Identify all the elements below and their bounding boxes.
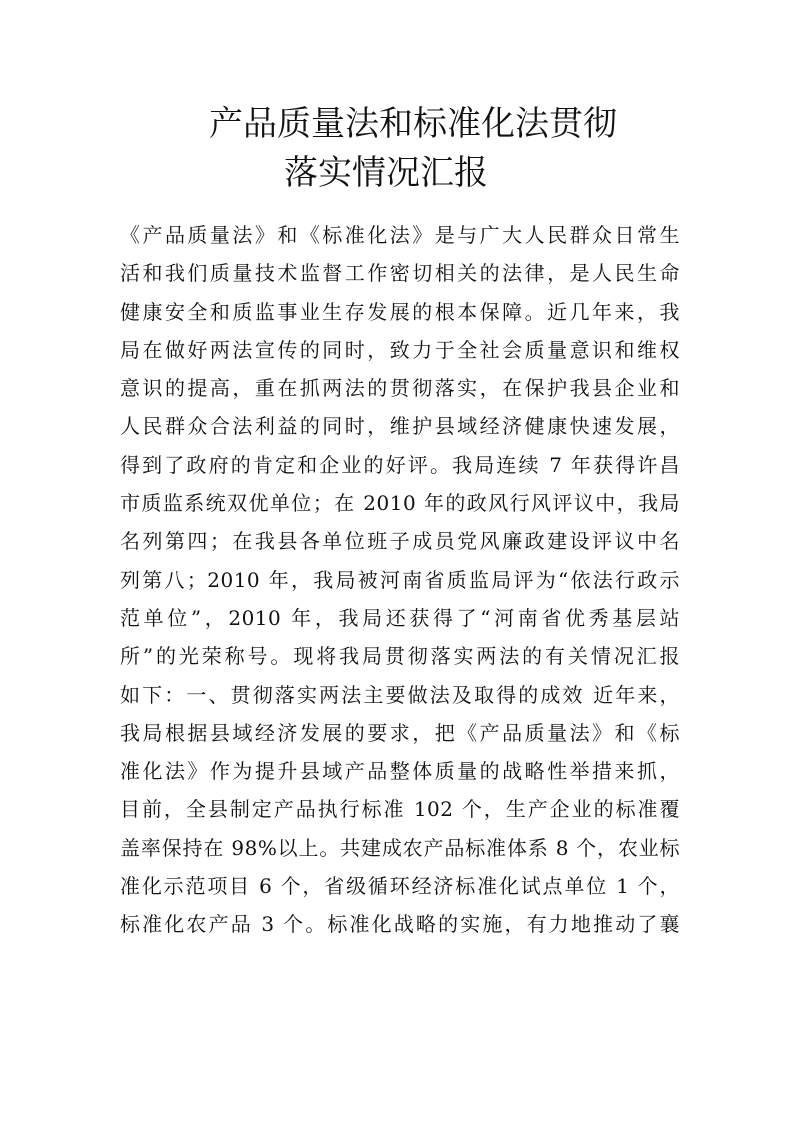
body-line: 人民群众合法利益的同时，维护县域经济健康快速发展， [120,414,680,439]
body-line: 列第八；2010 年，我局被河南省质监局评为“依法行政示 [120,567,680,592]
body-line: 标准化农产品 3 个。标准化战略的实施，有力地推动了襄 [120,912,680,937]
body-line: 市质监系统双优单位；在 2010 年的政风行风评议中，我局 [120,491,680,516]
body-line: 名列第四；在我县各单位班子成员党风廉政建设评议中名 [120,529,680,554]
document-title-line-1: 产品质量法和标准化法贯彻 [209,104,617,144]
body-line: 所”的光荣称号。现将我局贯彻落实两法的有关情况汇报 [120,644,680,669]
body-line: 活和我们质量技术监督工作密切相关的法律，是人民生命 [120,261,680,286]
document-body [120,216,680,944]
body-line: 准化法》作为提升县域产品整体质量的战略性举措来抓， [120,759,680,784]
body-line: 盖率保持在 98%以上。共建成农产品标准体系 8 个，农业标 [120,835,680,860]
body-line: 如下：一、贯彻落实两法主要做法及取得的成效 近年来， [120,682,680,707]
body-line: 准化示范项目 6 个，省级循环经济标准化试点单位 1 个， [120,874,680,899]
body-line: 我局根据县域经济发展的要求，把《产品质量法》和《标 [120,720,680,745]
body-line: 目前，全县制定产品执行标准 102 个，生产企业的标准覆 [120,797,680,822]
document-title-line-2: 落实情况汇报 [284,153,488,193]
body-line: 《产品质量法》和《标准化法》是与广大人民群众日常生 [120,223,680,247]
body-line: 得到了政府的肯定和企业的好评。我局连续 7 年获得许昌 [120,452,680,477]
body-line: 局在做好两法宣传的同时，致力于全社会质量意识和维权 [120,337,680,362]
body-line: 范单位”，2010 年，我局还获得了“河南省优秀基层站 [120,605,680,630]
body-line: 健康安全和质监事业生存发展的根本保障。近几年来，我 [120,299,680,324]
body-line: 意识的提高，重在抓两法的贯彻落实，在保护我县企业和 [120,376,680,401]
